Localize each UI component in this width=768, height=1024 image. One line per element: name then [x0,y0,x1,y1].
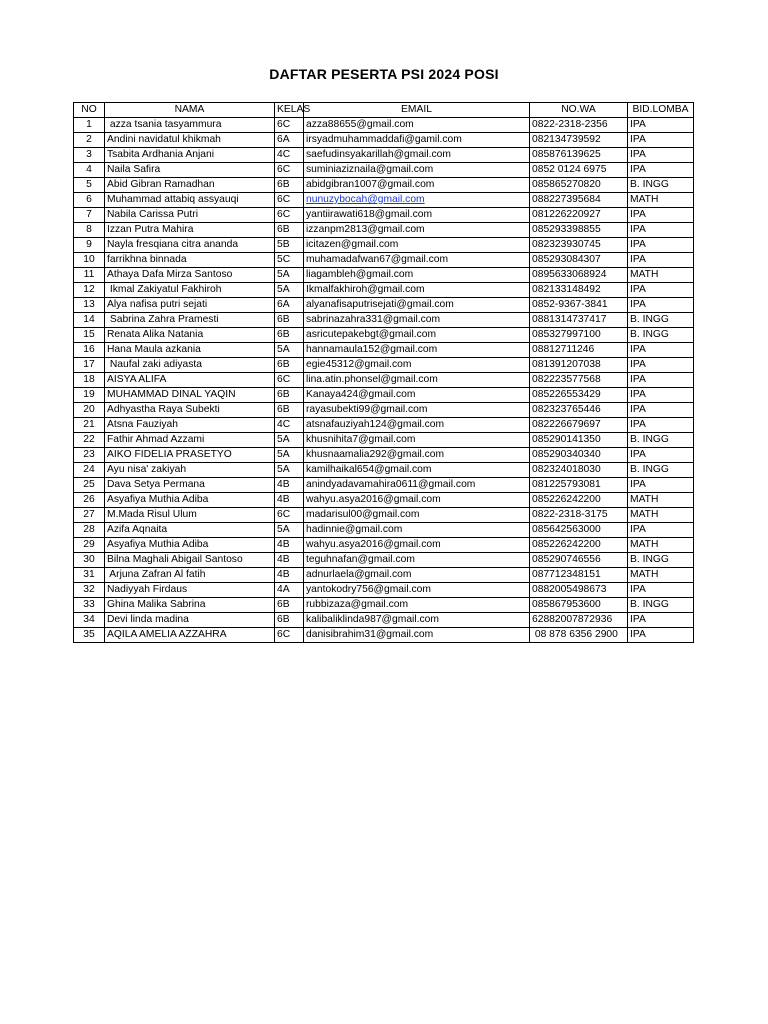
table-row [74,553,694,568]
cell-nama: Renata Alika Natania [105,328,275,343]
cell-email: icitazen@gmail.com [304,238,530,253]
cell-nama: Asyafiya Muthia Adiba [105,538,275,553]
table-row [74,418,694,433]
cell-no: 7 [74,208,105,223]
cell-kelas: 4B [275,568,304,583]
table-row [74,148,694,163]
cell-no: 20 [74,403,105,418]
cell-kelas: 5A [275,523,304,538]
cell-no-wa: 085290746556 [530,553,628,568]
cell-no: 34 [74,613,105,628]
table-row [74,448,694,463]
cell-bid-lomba: IPA [628,388,694,403]
cell-kelas: 6A [275,298,304,313]
cell-email: yantokodry756@gmail.com [304,583,530,598]
cell-email: wahyu.asya2016@gmail.com [304,493,530,508]
cell-kelas: 6C [275,163,304,178]
cell-kelas: 5A [275,268,304,283]
cell-no: 13 [74,298,105,313]
cell-kelas: 4A [275,583,304,598]
table-row [74,313,694,328]
cell-no-wa: 081226220927 [530,208,628,223]
cell-email: teguhnafan@gmail.com [304,553,530,568]
cell-nama: Azifa Aqnaita [105,523,275,538]
cell-nama: azza tsania tasyammura [105,118,275,133]
cell-no: 35 [74,628,105,643]
cell-bid-lomba: IPA [628,418,694,433]
cell-email: khusnihita7@gmail.com [304,433,530,448]
cell-no: 21 [74,418,105,433]
cell-kelas: 5A [275,463,304,478]
table-body [74,118,694,643]
column-header-bid-lomba: BID.LOMBA [628,103,694,118]
cell-nama: Dava Setya Permana [105,478,275,493]
column-header-kelas: KELAS [275,103,304,118]
cell-no: 10 [74,253,105,268]
cell-nama: Arjuna Zafran Al fatih [105,568,275,583]
cell-no-wa: 081225793081 [530,478,628,493]
table-header-row [74,103,694,118]
cell-no-wa: 087712348151 [530,568,628,583]
cell-no: 26 [74,493,105,508]
table-row [74,373,694,388]
cell-no: 25 [74,478,105,493]
cell-no: 8 [74,223,105,238]
cell-email: suminiaziznaila@gmail.com [304,163,530,178]
cell-no-wa: 088227395684 [530,193,628,208]
cell-bid-lomba: IPA [628,613,694,628]
table-row [74,133,694,148]
cell-no-wa: 0852-9367-3841 [530,298,628,313]
cell-email [304,193,530,208]
cell-no-wa: 085226553429 [530,388,628,403]
cell-kelas: 5A [275,283,304,298]
cell-no: 18 [74,373,105,388]
cell-nama: Sabrina Zahra Pramesti [105,313,275,328]
table-row [74,508,694,523]
cell-no: 29 [74,538,105,553]
cell-bid-lomba: IPA [628,523,694,538]
table-row [74,328,694,343]
cell-no-wa: 085293398855 [530,223,628,238]
cell-bid-lomba: MATH [628,493,694,508]
cell-kelas: 4B [275,478,304,493]
cell-email: yantiirawati618@gmail.com [304,208,530,223]
table-row [74,358,694,373]
table-row [74,388,694,403]
cell-nama: AQILA AMELIA AZZAHRA [105,628,275,643]
cell-bid-lomba: B. INGG [628,598,694,613]
cell-no-wa: 08812711246 [530,343,628,358]
column-header-no: NO [74,103,105,118]
cell-kelas: 4B [275,493,304,508]
cell-email: Ikmalfakhiroh@gmail.com [304,283,530,298]
cell-bid-lomba: IPA [628,373,694,388]
cell-bid-lomba: IPA [628,133,694,148]
cell-no: 11 [74,268,105,283]
cell-kelas: 6C [275,373,304,388]
column-header-no-wa: NO.WA [530,103,628,118]
cell-bid-lomba: MATH [628,538,694,553]
table-row [74,433,694,448]
cell-kelas: 6B [275,403,304,418]
table-row [74,523,694,538]
cell-bid-lomba: B. INGG [628,553,694,568]
cell-bid-lomba: IPA [628,358,694,373]
cell-kelas: 6B [275,328,304,343]
cell-kelas: 4C [275,148,304,163]
cell-bid-lomba: IPA [628,283,694,298]
cell-no: 1 [74,118,105,133]
cell-bid-lomba: IPA [628,298,694,313]
cell-no-wa: 085290340340 [530,448,628,463]
table-row [74,628,694,643]
cell-kelas: 6B [275,178,304,193]
cell-no-wa: 0895633068924 [530,268,628,283]
cell-no: 6 [74,193,105,208]
table-row [74,223,694,238]
column-header-email: EMAIL [304,103,530,118]
cell-nama: Athaya Dafa Mirza Santoso [105,268,275,283]
cell-email: kamilhaikal654@gmail.com [304,463,530,478]
cell-email: kalibaliklinda987@gmail.com [304,613,530,628]
cell-bid-lomba: IPA [628,583,694,598]
table-row [74,493,694,508]
cell-no: 9 [74,238,105,253]
cell-no: 17 [74,358,105,373]
cell-email: abidgibran1007@gmail.com [304,178,530,193]
cell-email: azza88655@gmail.com [304,118,530,133]
cell-no: 22 [74,433,105,448]
cell-kelas: 5A [275,448,304,463]
cell-bid-lomba: B. INGG [628,328,694,343]
cell-bid-lomba: IPA [628,163,694,178]
cell-email: asricutepakebgt@gmail.com [304,328,530,343]
cell-no-wa: 085293084307 [530,253,628,268]
cell-nama: Devi linda madina [105,613,275,628]
cell-kelas: 5B [275,238,304,253]
cell-nama: farrikhna binnada [105,253,275,268]
cell-no: 3 [74,148,105,163]
cell-nama: Bilna Maghali Abigail Santoso [105,553,275,568]
cell-no-wa: 085865270820 [530,178,628,193]
cell-nama: Fathir Ahmad Azzami [105,433,275,448]
cell-no-wa: 085876139625 [530,148,628,163]
cell-no: 16 [74,343,105,358]
cell-no: 31 [74,568,105,583]
cell-email: anindyadavamahira0611@gmail.com [304,478,530,493]
participants-table [73,102,694,643]
cell-email: khusnaamalia292@gmail.com [304,448,530,463]
cell-nama: Ghina Malika Sabrina [105,598,275,613]
cell-no-wa: 082226679697 [530,418,628,433]
cell-no-wa: 081391207038 [530,358,628,373]
cell-kelas: 6B [275,358,304,373]
table-row [74,163,694,178]
table-row [74,613,694,628]
cell-kelas: 6C [275,628,304,643]
cell-no-wa: 0881314737417 [530,313,628,328]
cell-kelas: 5A [275,343,304,358]
cell-email: izzanpm2813@gmail.com [304,223,530,238]
table-row [74,208,694,223]
cell-no-wa: 085867953600 [530,598,628,613]
cell-bid-lomba: IPA [628,223,694,238]
cell-nama: Izzan Putra Mahira [105,223,275,238]
cell-bid-lomba: MATH [628,568,694,583]
table-row [74,193,694,208]
cell-no-wa: 0852 0124 6975 [530,163,628,178]
cell-no-wa: 0822-2318-3175 [530,508,628,523]
cell-no-wa: 085642563000 [530,523,628,538]
cell-nama: Andini navidatul khikmah [105,133,275,148]
cell-bid-lomba: IPA [628,238,694,253]
cell-nama: Ikmal Zakiyatul Fakhiroh [105,283,275,298]
cell-nama: Abid Gibran Ramadhan [105,178,275,193]
cell-nama: AISYA ALIFA [105,373,275,388]
table-row [74,478,694,493]
cell-bid-lomba: MATH [628,268,694,283]
cell-nama: Naila Safira [105,163,275,178]
cell-email: rubbizaza@gmail.com [304,598,530,613]
cell-nama: Nayla fresqiana citra ananda [105,238,275,253]
table-row [74,118,694,133]
table-row [74,178,694,193]
cell-bid-lomba: IPA [628,478,694,493]
cell-no: 32 [74,583,105,598]
cell-no-wa: 082223577568 [530,373,628,388]
cell-kelas: 6C [275,508,304,523]
cell-no: 24 [74,463,105,478]
cell-no-wa: 082134739592 [530,133,628,148]
cell-no-wa: 082324018030 [530,463,628,478]
cell-bid-lomba: B. INGG [628,178,694,193]
table-row [74,463,694,478]
cell-email: muhamadafwan67@gmail.com [304,253,530,268]
table-row [74,268,694,283]
table-row [74,298,694,313]
table-row [74,538,694,553]
cell-kelas: 4B [275,538,304,553]
cell-bid-lomba: IPA [628,208,694,223]
cell-no: 19 [74,388,105,403]
cell-nama: Tsabita Ardhania Anjani [105,148,275,163]
cell-nama: Nabila Carissa Putri [105,208,275,223]
cell-bid-lomba: IPA [628,253,694,268]
cell-email: rayasubekti99@gmail.com [304,403,530,418]
cell-no-wa: 085290141350 [530,433,628,448]
cell-email: wahyu.asya2016@gmail.com [304,538,530,553]
cell-no-wa: 08 878 6356 2900 [530,628,628,643]
cell-no-wa: 085226242200 [530,493,628,508]
cell-nama: Nadiyyah Firdaus [105,583,275,598]
cell-kelas: 5C [275,253,304,268]
cell-nama: Atsna Fauziyah [105,418,275,433]
cell-bid-lomba: IPA [628,448,694,463]
cell-kelas: 6B [275,313,304,328]
cell-email: adnurlaela@gmail.com [304,568,530,583]
table-row [74,403,694,418]
email-link[interactable]: nunuzybocah@gmail.com [306,194,425,205]
cell-no-wa: 62882007872936 [530,613,628,628]
cell-email: saefudinsyakarillah@gmail.com [304,148,530,163]
cell-email: liagambleh@gmail.com [304,268,530,283]
cell-no-wa: 082323930745 [530,238,628,253]
cell-no: 28 [74,523,105,538]
cell-no-wa: 082133148492 [530,283,628,298]
cell-bid-lomba: IPA [628,628,694,643]
cell-bid-lomba: B. INGG [628,313,694,328]
table-row [74,253,694,268]
page-title: DAFTAR PESERTA PSI 2024 POSI [269,66,499,82]
cell-email: Kanaya424@gmail.com [304,388,530,403]
cell-kelas: 5A [275,433,304,448]
cell-nama: Adhyastha Raya Subekti [105,403,275,418]
cell-bid-lomba: IPA [628,343,694,358]
cell-kelas: 6B [275,223,304,238]
cell-nama: M.Mada Risul Ulum [105,508,275,523]
cell-email: hannamaula152@gmail.com [304,343,530,358]
cell-no: 2 [74,133,105,148]
cell-bid-lomba: IPA [628,118,694,133]
cell-no: 30 [74,553,105,568]
cell-nama: MUHAMMAD DINAL YAQIN [105,388,275,403]
cell-bid-lomba: IPA [628,148,694,163]
cell-no: 4 [74,163,105,178]
cell-nama: Muhammad attabiq assyauqi [105,193,275,208]
cell-no: 5 [74,178,105,193]
cell-no: 33 [74,598,105,613]
cell-kelas: 6B [275,388,304,403]
cell-kelas: 6B [275,613,304,628]
cell-nama: Hana Maula azkania [105,343,275,358]
table-row [74,283,694,298]
cell-email: hadinnie@gmail.com [304,523,530,538]
cell-no: 15 [74,328,105,343]
cell-bid-lomba: B. INGG [628,463,694,478]
cell-email: lina.atin.phonsel@gmail.com [304,373,530,388]
cell-bid-lomba: MATH [628,193,694,208]
cell-kelas: 6A [275,133,304,148]
table-row [74,238,694,253]
column-header-nama: NAMA [105,103,275,118]
cell-email: alyanafisaputrisejati@gmail.com [304,298,530,313]
table-row [74,583,694,598]
cell-email: irsyadmuhammaddafi@gamil.com [304,133,530,148]
cell-email: sabrinazahra331@gmail.com [304,313,530,328]
cell-no-wa: 082323765446 [530,403,628,418]
cell-no-wa: 0882005498673 [530,583,628,598]
cell-no-wa: 0822-2318-2356 [530,118,628,133]
cell-nama: AIKO FIDELIA PRASETYO [105,448,275,463]
table-row [74,568,694,583]
cell-bid-lomba: MATH [628,508,694,523]
cell-email: atsnafauziyah124@gmail.com [304,418,530,433]
cell-no: 27 [74,508,105,523]
cell-no-wa: 085226242200 [530,538,628,553]
cell-no: 14 [74,313,105,328]
cell-kelas: 6C [275,193,304,208]
cell-nama: Asyafiya Muthia Adiba [105,493,275,508]
cell-kelas: 4B [275,553,304,568]
table-row [74,343,694,358]
cell-no: 23 [74,448,105,463]
cell-nama: Alya nafisa putri sejati [105,298,275,313]
cell-kelas: 6C [275,208,304,223]
cell-kelas: 4C [275,418,304,433]
cell-bid-lomba: B. INGG [628,433,694,448]
table-row [74,598,694,613]
cell-email: egie45312@gmail.com [304,358,530,373]
cell-nama: Naufal zaki adiyasta [105,358,275,373]
cell-kelas: 6C [275,118,304,133]
cell-nama: Ayu nisa' zakiyah [105,463,275,478]
cell-no-wa: 085327997100 [530,328,628,343]
cell-bid-lomba: IPA [628,403,694,418]
cell-email: madarisul00@gmail.com [304,508,530,523]
cell-kelas: 6B [275,598,304,613]
cell-no: 12 [74,283,105,298]
cell-email: danisibrahim31@gmail.com [304,628,530,643]
